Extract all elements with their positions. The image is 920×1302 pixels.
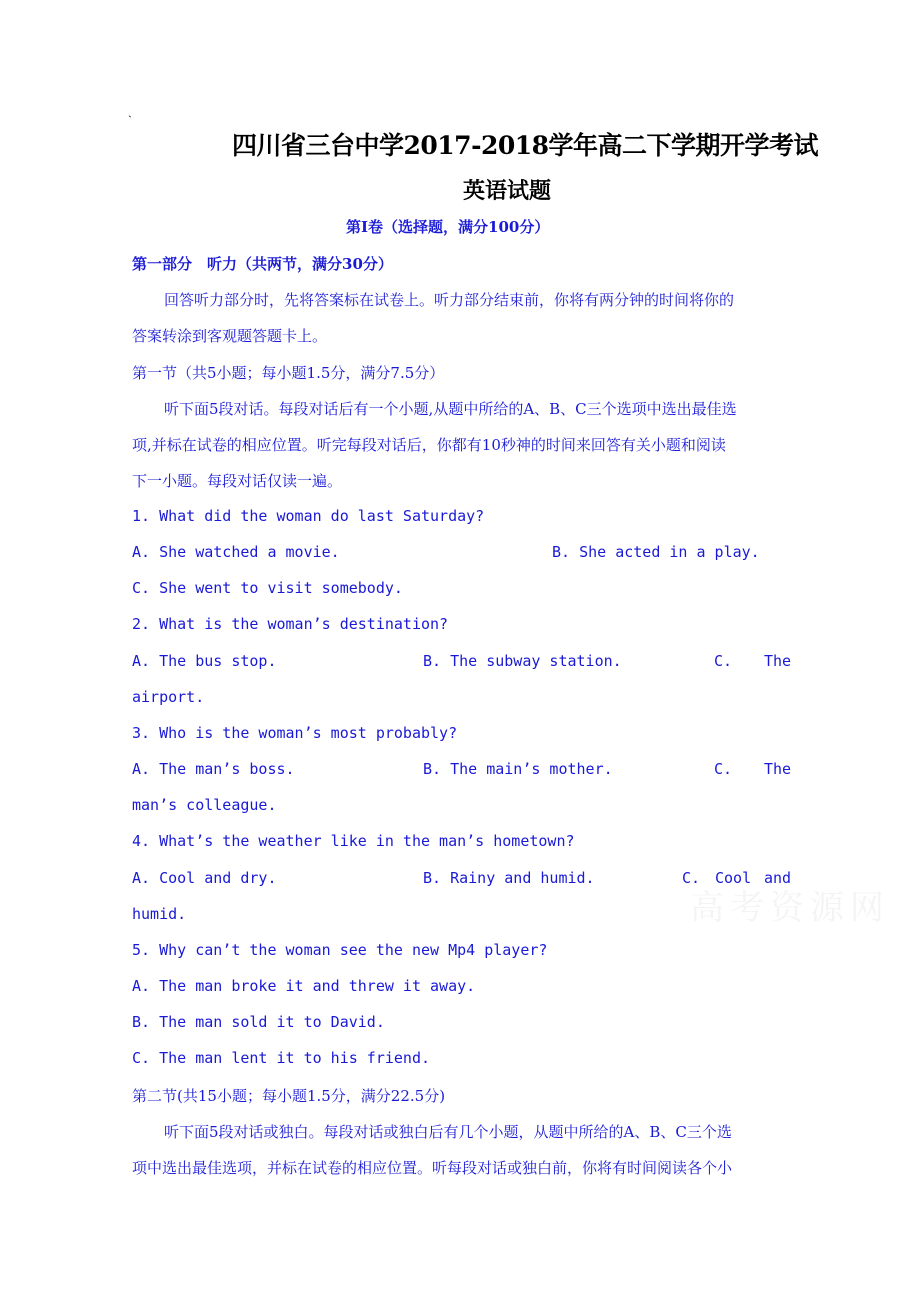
q2-option-c-word: The [764, 652, 792, 670]
q4-option-c-word1: Cool [715, 869, 752, 887]
q2-option-b: B. The subway station. [423, 652, 622, 670]
question-4: 4. What’s the weather like in the man’s hometown? [132, 832, 575, 850]
q4-option-c-word2: and [764, 869, 792, 887]
q5-option-c: C. The man lent it to his friend. [132, 1049, 431, 1067]
section1-instr-line2: 项,并标在试卷的相应位置。听完每段对话后，你都有10秒神的时间来回答有关小题和阅读 [132, 436, 726, 454]
q3-option-c-cont: man’s colleague. [132, 796, 277, 814]
q3-option-b: B. The main’s mother. [423, 760, 613, 778]
exam-title: 四川省三台中学2017-2018学年高二下学期开学考试 [232, 131, 819, 160]
stray-mark: ˏ [128, 104, 132, 118]
q1-option-a: A. She watched a movie. [132, 543, 340, 561]
q5-option-b: B. The man sold it to David. [132, 1013, 385, 1031]
section1-heading: 第一节（共5小题；每小题1.5分，满分7.5分） [132, 364, 445, 382]
part1-heading: 第一部分 听力（共两节，满分30分） [132, 255, 393, 273]
section1-instr-line3: 下一小题。每段对话仅读一遍。 [132, 472, 343, 490]
question-1: 1. What did the woman do last Saturday? [132, 507, 485, 525]
q1-option-c: C. She went to visit somebody. [132, 579, 403, 597]
q2-option-c-letter: C. [714, 652, 733, 670]
q4-option-c-cont: humid. [132, 905, 187, 923]
question-2: 2. What is the woman’s destination? [132, 615, 449, 633]
question-3: 3. Who is the woman’s most probably? [132, 724, 458, 742]
exam-subtitle: 英语试题 [463, 178, 552, 204]
section1-instr-line1: 听下面5段对话。每段对话后有一个小题,从题中所给的A、B、C三个选项中选出最佳选 [164, 400, 737, 418]
section2-instr-line2: 项中选出最佳选项，并标在试卷的相应位置。听每段对话或独白前，你将有时间阅读各个小 [132, 1159, 733, 1177]
q2-option-c-cont: airport. [132, 688, 205, 706]
section2-heading: 第二节(共15小题；每小题1.5分，满分22.5分) [132, 1087, 446, 1105]
part1-intro-line1: 回答听力部分时，先将答案标在试卷上。听力部分结束前，你将有两分钟的时间将你的 [164, 291, 735, 309]
volume-heading: 第Ⅰ卷（选择题，满分100分） [346, 218, 550, 236]
q2-option-a: A. The bus stop. [132, 652, 277, 670]
q4-option-a: A. Cool and dry. [132, 869, 277, 887]
q3-option-c-word: The [764, 760, 792, 778]
q3-option-c-letter: C. [714, 760, 733, 778]
q3-option-a: A. The man’s boss. [132, 760, 295, 778]
q4-option-b: B. Rainy and humid. [423, 869, 595, 887]
watermark: 高考资源网 [690, 888, 890, 928]
q4-option-c-letter: C. [682, 869, 701, 887]
q5-option-a: A. The man broke it and threw it away. [132, 977, 476, 995]
question-5: 5. Why can’t the woman see the new Mp4 player? [132, 941, 548, 959]
part1-intro-line2: 答案转涂到客观题答题卡上。 [132, 327, 328, 345]
section2-instr-line1: 听下面5段对话或独白。每段对话或独白后有几个小题，从题中所给的A、B、C三个选 [164, 1123, 732, 1141]
q1-option-b: B. She acted in a play. [552, 543, 760, 561]
